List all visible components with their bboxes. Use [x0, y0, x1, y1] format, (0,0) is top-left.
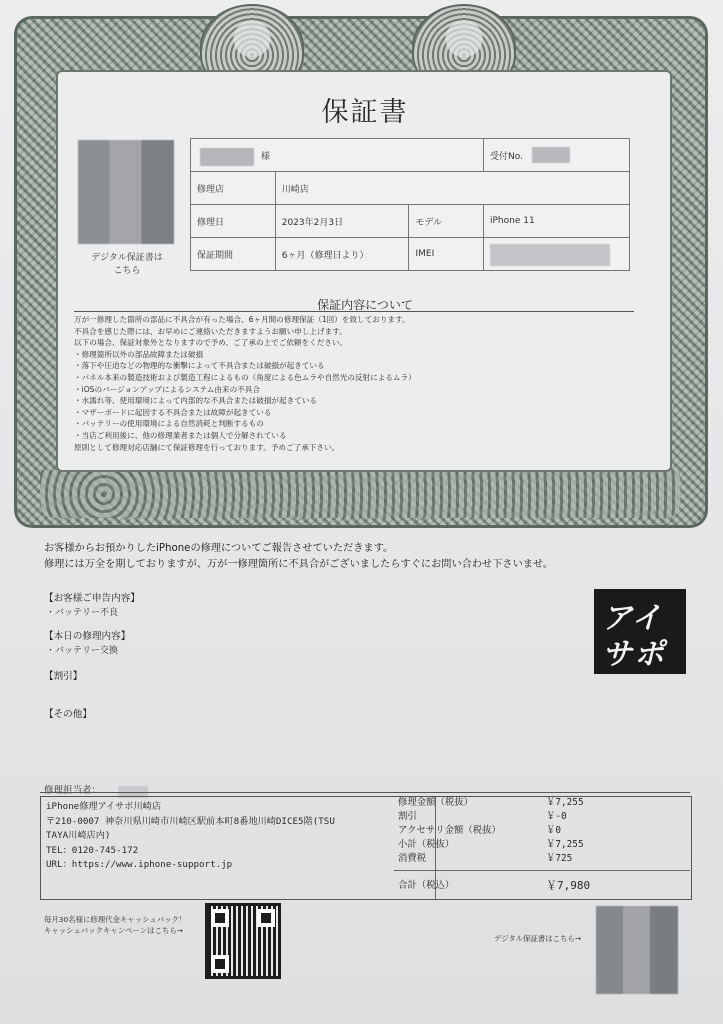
terms-text: [74, 314, 634, 453]
model-label: モデル: [409, 205, 484, 238]
cashback-qr-code[interactable]: [205, 903, 281, 979]
table-row: [191, 205, 630, 238]
other-heading: 【その他】: [44, 709, 92, 720]
store-label: 修理店: [191, 172, 276, 205]
redacted-digital-cert-qr[interactable]: [78, 140, 174, 244]
shop-tel: TEL：0120-745-172: [46, 844, 139, 856]
customer-name-cell: 様: [191, 139, 484, 172]
store-value: 川崎店: [275, 172, 629, 205]
tax-label: 消費税: [398, 853, 427, 864]
repair-fee-label: 修理金額（税抜）: [398, 797, 474, 808]
certificate-title: 保証書: [321, 97, 409, 128]
customer-report-item: ・バッテリー不良: [46, 608, 119, 618]
terms-line: ・マザーボードに起因する不具合または故障が起きている: [74, 407, 272, 417]
terms-heading: 保証内容について: [317, 298, 413, 312]
qr-finder-pattern: [215, 959, 225, 969]
terms-divider: [74, 311, 634, 312]
report-intro: お客様からお預かりしたiPhoneの修理についてご報告させていただきます。 修理には万全を期しておりますが、万が一修理箇所に不具合がございましたらすぐにお問い合わせ下さいませ。: [44, 543, 554, 570]
terms-line: ・バッテリーの使用環境による自然消耗と判断するもの: [74, 419, 264, 429]
summary-top-rule: [40, 792, 690, 793]
terms-line: ・落下や圧迫などの物理的な衝撃によって不具合または破損が起きている: [74, 361, 325, 371]
repair-item: ・バッテリー交換: [46, 646, 119, 656]
subtotal-label: 小計（税抜）: [398, 839, 455, 850]
shop-info: [46, 800, 391, 873]
customer-report-heading: 【お客様ご申告内容】: [44, 593, 140, 604]
reception-cell: 受付No.: [483, 139, 629, 172]
warranty-label: 保証期間: [191, 238, 276, 271]
redacted-reception-number: [532, 147, 570, 163]
subtotal-value: ￥7,255: [546, 839, 584, 850]
digital-cert-label: デジタル保証書は こちら: [91, 253, 163, 276]
terms-line: 不具合を感じた際には、お早めにご連絡いただきますようお願い申し上げます。: [74, 326, 347, 336]
accessory-fee-label: アクセサリ金額（税抜）: [398, 825, 501, 836]
technician-label: 修理担当者：: [44, 785, 102, 796]
redacted-imei: [490, 244, 610, 266]
terms-line: 万が一修理した箇所の部品に不具合が有った場合、6ヶ月間の修理保証（1回）を致しております。: [74, 315, 410, 324]
digital-cert-note: デジタル保証書はこちら→: [494, 934, 582, 943]
repair-fee-value: ￥7,255: [546, 797, 584, 808]
discount-heading: 【割引】: [44, 671, 83, 682]
shop-name: iPhone修理アイサポ川崎店: [46, 801, 162, 812]
leaf-ornament-bottom: [40, 470, 680, 518]
shop-address-1: 〒210-0007 神奈川県川崎市川崎区駅前本町8番地川崎DICE5階(TSU: [46, 815, 335, 827]
repair-date-value: 2023年2月3日: [275, 205, 409, 238]
total-value: ￥7,980: [546, 879, 591, 892]
total-rule: [394, 870, 690, 871]
discount-value: ￥-0: [546, 811, 567, 822]
discount-label: 割引: [398, 811, 417, 822]
redacted-digital-cert-qr-bottom[interactable]: [596, 906, 678, 994]
terms-line: 以下の場合、保証対象外となりますので予め、ご了承の上でご依頼をください。: [74, 338, 348, 348]
warranty-value: 6ヶ月（修理日より）: [275, 238, 409, 271]
terms-line: ・当店ご利用後に、他の修理業者または個人で分解されている: [74, 430, 287, 440]
shop-url[interactable]: URL：https://www.iphone-support.jp: [46, 859, 233, 870]
model-value: iPhone 11: [483, 205, 629, 238]
terms-line: 原則として修理対応店舗にて保証修理を行っております。予めご了承下さい。: [74, 442, 340, 452]
accessory-fee-value: ￥0: [546, 825, 562, 836]
cashback-campaign: 毎月30名様に修理代金キャッシュバック！ キャッシュバックキャンペーンはこちら→: [44, 915, 187, 935]
isapo-logo: アイ サポ: [594, 589, 686, 674]
terms-line: ・iOSのバージョンアップによるシステム由来の不具合: [74, 384, 260, 394]
repair-date-label: 修理日: [191, 205, 276, 238]
imei-label: IMEI: [409, 238, 484, 271]
redacted-customer-name: [200, 148, 254, 166]
repair-heading: 【本日の修理内容】: [44, 631, 131, 642]
shop-address-2: TAYA川崎店内): [46, 830, 111, 841]
terms-line: ・修理箇所以外の部品故障または破損: [74, 349, 204, 359]
total-label: 合計（税込）: [398, 880, 455, 891]
table-row: [191, 172, 630, 205]
terms-line: ・パネル本来の製造技術および製造工程によるもの（角度による色ムラや自然光の反射によるムラ）: [74, 372, 416, 382]
tax-value: ￥725: [546, 853, 573, 864]
terms-line: ・水濡れ等、使用環境によって内部的な不具合または破損が起きている: [74, 396, 317, 406]
